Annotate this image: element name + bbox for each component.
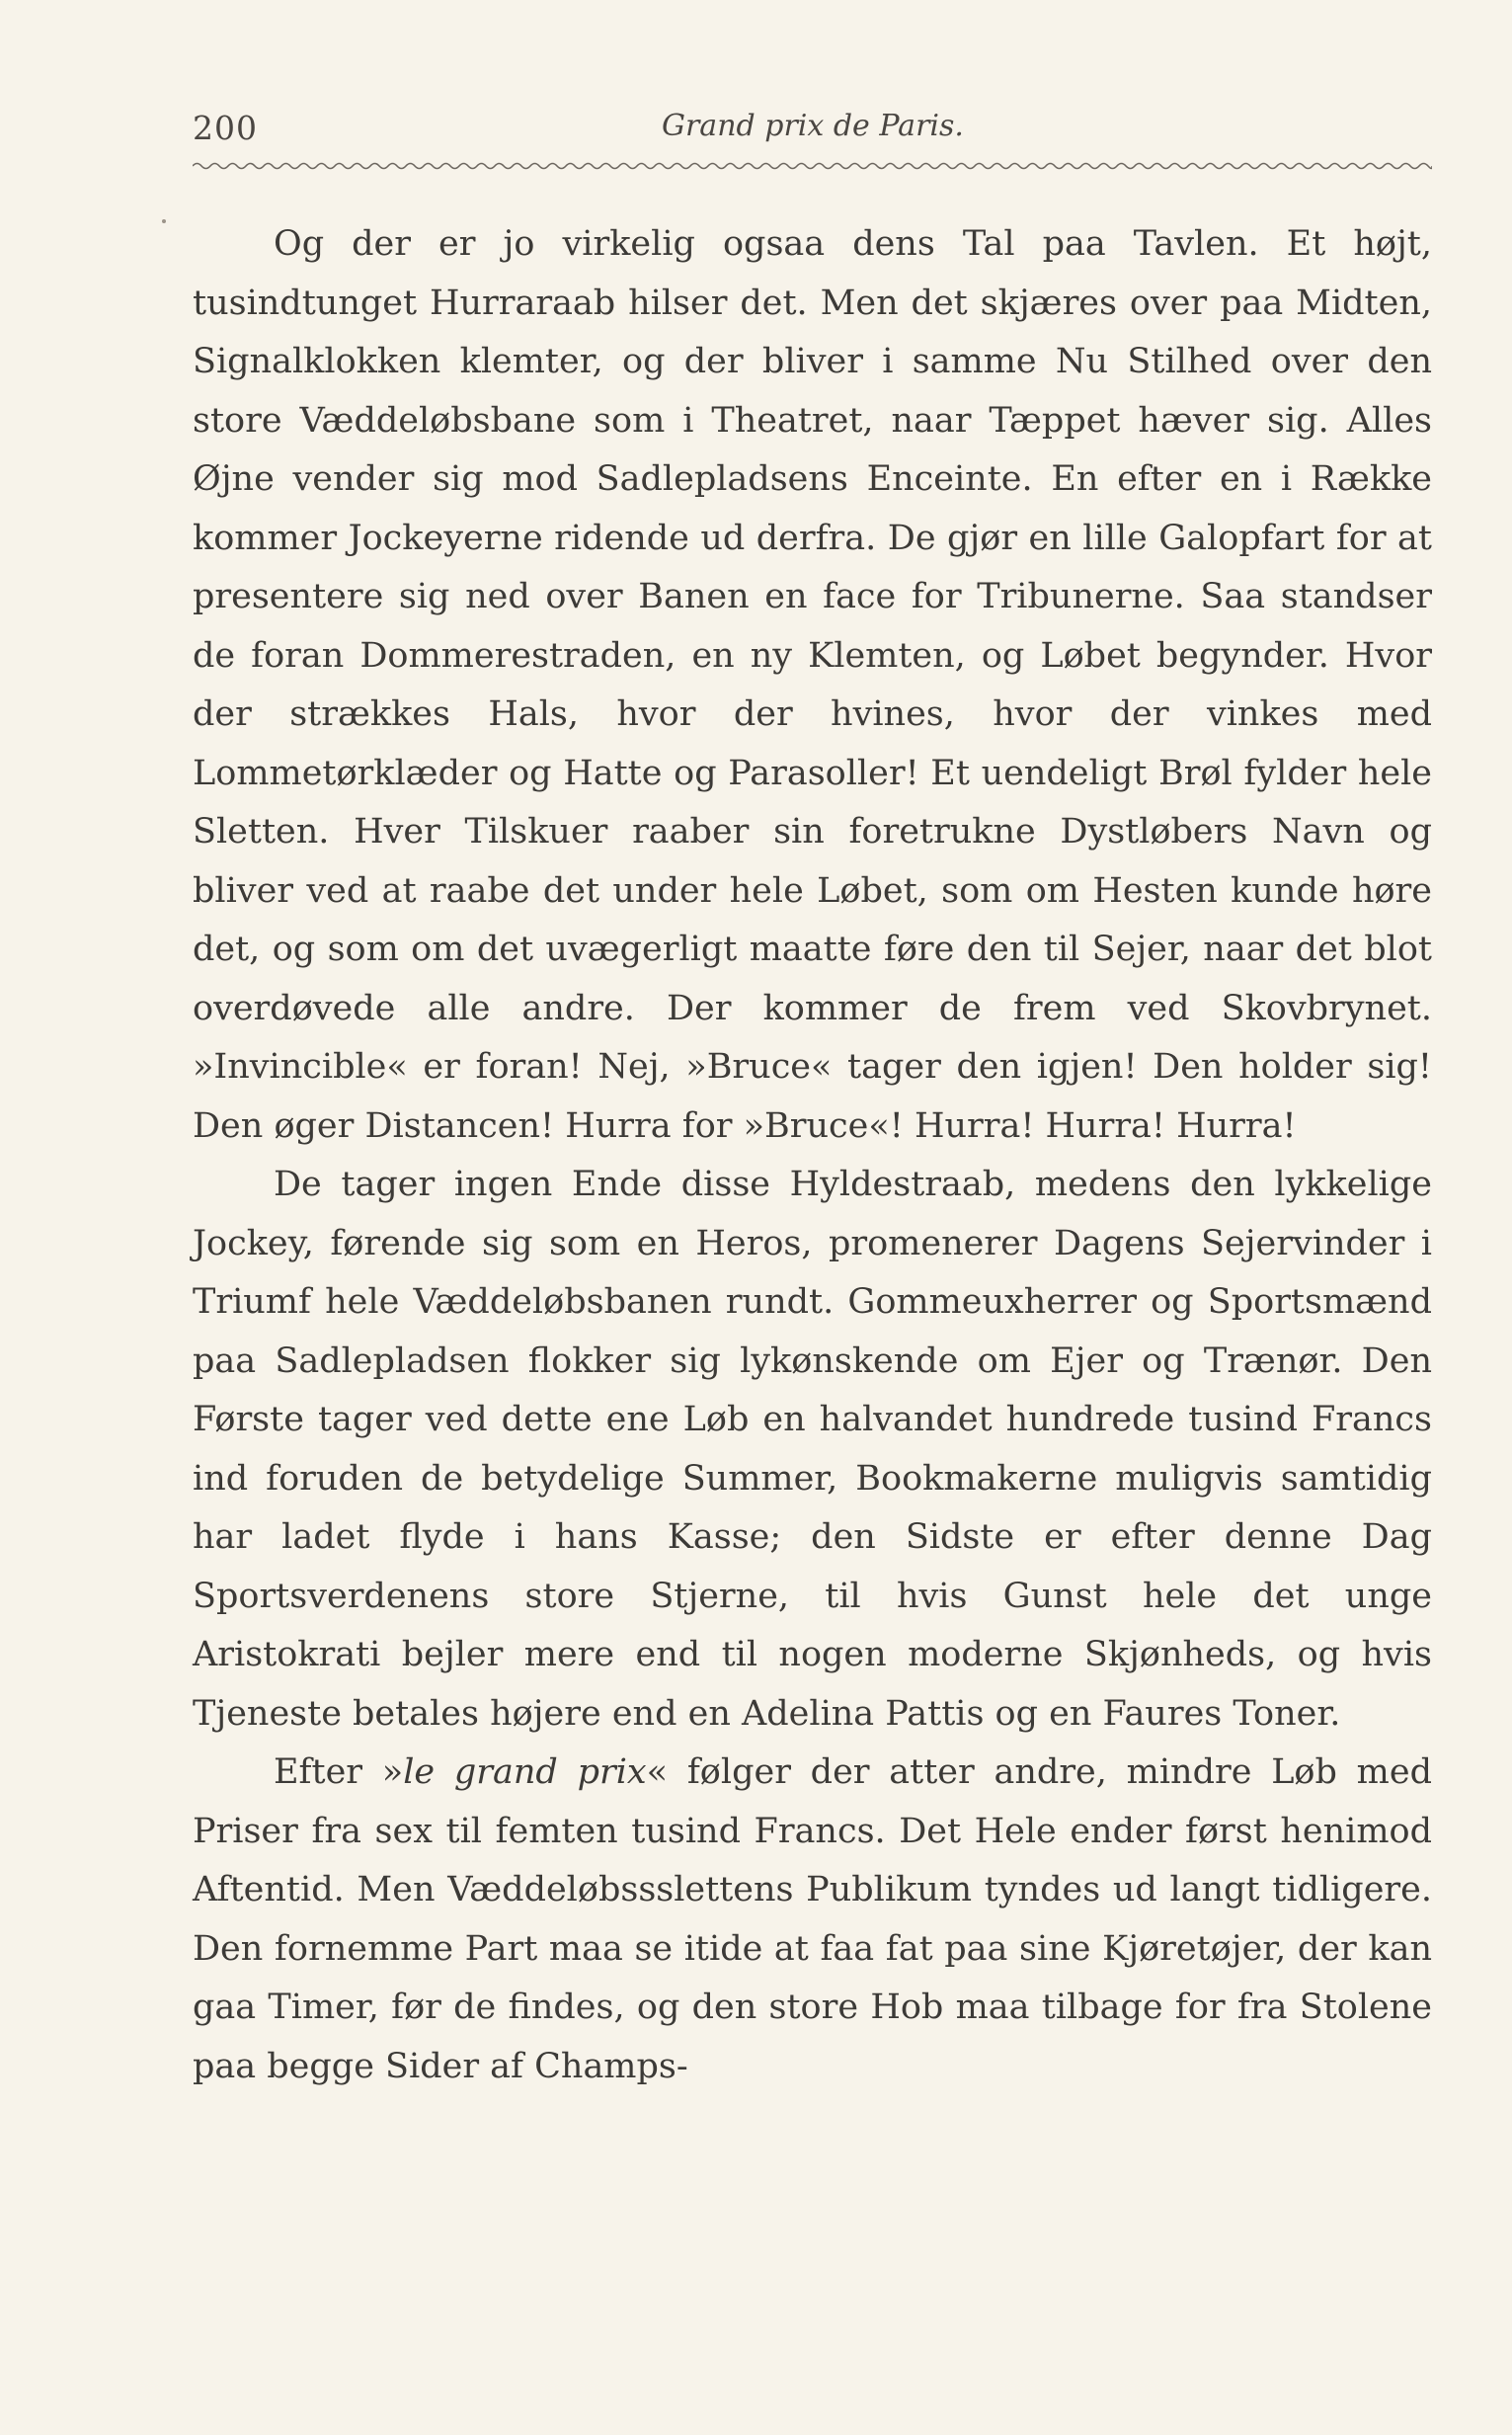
running-head	[193, 109, 1432, 158]
paragraph-3-lead: Efter »	[274, 1752, 404, 1792]
paragraph-3-text: « følger der atter andre, mindre Løb med Priser fra sex til femten tusind Francs. Det Hele ender først henimod Aftentid. Men Væddeløbssslettens Publikum tyndes ud langt tidligere. Den fornemme Part maa se itide at faa fat paa sine Kjøretøjer, der kan gaa Timer, før de findes, og den store Hob maa tilbage for fra Stolene paa begge Sider af Champs-	[193, 1752, 1432, 2086]
page-number: 200	[193, 109, 258, 147]
body-text	[193, 215, 1432, 2096]
paragraph-2: De tager ingen Ende disse Hyldestraab, medens den lykkelige Jockey, førende sig som en Heros, promenerer Dagens Sejervinder i Triumf hele Væddeløbsbanen rundt. Gommeuxherrer og Sportsmænd paa Sadlepladsen flokker sig lykønskende om Ejer og Trænør. Den Første tager ved dette ene Løb en halvandet hundrede tusind Francs ind foruden de betydelige Summer, Bookmakerne muligvis samtidig har ladet flyde i hans Kasse; den Sidste er efter denne Dag Sportsverdenens store Stjerne, til hvis Gunst hele det unge Aristokrati bejler mere end til nogen moderne Skjønheds, og hvis Tjeneste betales højere end en Adelina Pattis og en Faures Toner.	[193, 1165, 1432, 1734]
paragraph-3-emphasis: le grand prix	[403, 1752, 647, 1792]
paragraph-3	[193, 1744, 1432, 2096]
paragraph-1: Og der er jo virkelig ogsaa dens Tal paa Tavlen. Et højt, tusindtunget Hurraraab hilser det. Men det skjæres over paa Midten, Signalklokken klemter, og der bliver i samme Nu Stilhed over den store Væddeløbsbane som i Theatret, naar Tæppet hæver sig. Alles Øjne vender sig mod Sadlepladsens Enceinte. En efter en i Række kommer Jockeyerne ridende ud derfra. De gjør en lille Galopfart for at presentere sig ned over Banen en face for Tribunerne. Saa standser de foran Dommerestraden, en ny Klemten, og Løbet begynder. Hvor der strækkes Hals, hvor der hvines, hvor der vinkes med Lommetørklæder og Hatte og Parasoller! Et uendeligt Brøl fylder hele Sletten. Hver Tilskuer raaber sin foretrukne Dystløbers Navn og bliver ved at raabe det under hele Løbet, som om Hesten kunde høre det, og som om det uvægerligt maatte føre den til Sejer, naar det blot overdøvede alle andre. Der kommer de frem ved Skovbrynet. »Invincible« er foran! Nej, »Bruce« tager den igjen! Den holder sig! Den øger Distancen! Hurra for »Bruce«! Hurra! Hurra! Hurra!	[193, 224, 1432, 1146]
running-title: Grand prix de Paris.	[662, 109, 964, 143]
page-speck	[162, 219, 166, 223]
wavy-rule-ornament	[193, 158, 1432, 174]
